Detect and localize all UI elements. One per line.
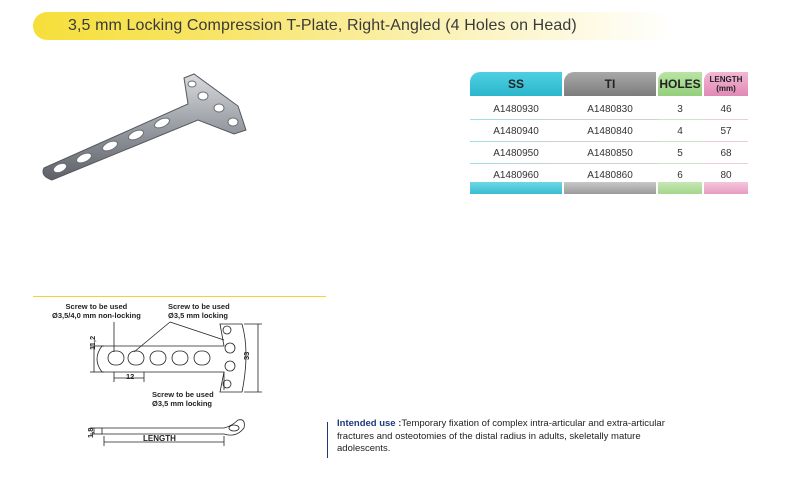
header-ti: TI	[564, 72, 656, 96]
footer-length-band	[704, 182, 748, 194]
cell-ss: A1480930	[493, 104, 539, 115]
label-locking-top-line2: Ø3,5 mm locking	[168, 311, 229, 320]
intended-use	[337, 418, 677, 456]
cell-holes: 3	[677, 104, 683, 115]
table-row	[470, 142, 748, 164]
footer-ss-band	[470, 182, 562, 194]
header-length-unit: (mm)	[716, 84, 736, 93]
cell-ss: A1480950	[493, 148, 539, 159]
header-holes: HOLES	[658, 72, 702, 96]
cell-ti: A1480850	[587, 148, 633, 159]
table-row	[470, 120, 748, 142]
cell-length: 57	[720, 126, 732, 137]
dim-length: LENGTH	[143, 434, 176, 443]
cell-ss: A1480960	[493, 170, 539, 181]
cell-ti: A1480830	[587, 104, 633, 115]
footer-holes-band	[658, 182, 702, 194]
cell-ti: A1480840	[587, 126, 633, 137]
cell-holes: 5	[677, 148, 683, 159]
intended-use-label: Intended use :	[337, 418, 402, 429]
dim-height: 33	[242, 351, 251, 360]
cell-holes: 4	[677, 126, 683, 137]
dim-spacing: 12	[126, 372, 135, 381]
header-length	[704, 72, 748, 96]
intended-use-text: Temporary fixation of complex intra-articular and extra-articular fractures and osteotomies of the distal radius in adults, skeletally mature adolescents.	[337, 418, 665, 454]
cell-holes: 6	[677, 170, 683, 181]
header-length-label: LENGTH	[709, 75, 743, 84]
page-title: 3,5 mm Locking Compression T-Plate, Right-Angled (4 Holes on Head)	[68, 17, 577, 34]
dim-thickness: 1,8	[86, 427, 95, 438]
cell-ss: A1480940	[493, 126, 539, 137]
technical-drawing	[74, 300, 274, 448]
drawing-divider	[33, 296, 326, 297]
intended-use-accent	[327, 422, 328, 458]
table-row	[470, 98, 748, 120]
cell-length: 68	[720, 148, 732, 159]
cell-length: 46	[720, 104, 732, 115]
label-nonlocking-line2: Ø3,5/4,0 mm non-locking	[52, 311, 141, 320]
cell-ti: A1480860	[587, 170, 633, 181]
dim-width: 11,2	[88, 335, 97, 350]
t-plate-image	[38, 72, 250, 184]
header-ss: SS	[470, 72, 562, 96]
label-nonlocking-line1: Screw to be used	[65, 302, 128, 311]
table-body	[470, 98, 748, 186]
footer-ti-band	[564, 182, 656, 194]
label-locking-bottom-line2: Ø3,5 mm locking	[152, 399, 213, 408]
cell-length: 80	[720, 170, 732, 181]
label-locking-top-line1: Screw to be used	[168, 302, 230, 311]
label-locking-bottom-line1: Screw to be used	[152, 390, 214, 399]
